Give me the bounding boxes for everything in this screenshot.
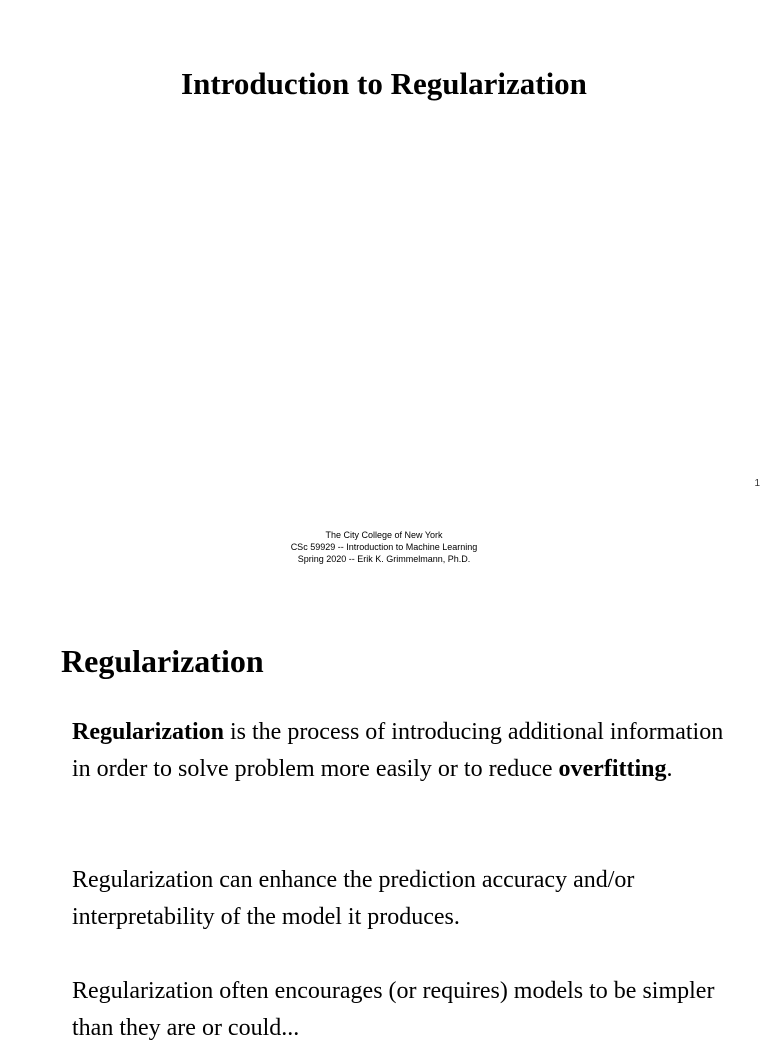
section-title: Regularization: [61, 643, 264, 679]
definition-paragraph: [72, 714, 732, 788]
benefit-paragraph: Regularization can enhance the prediction accuracy and/or interpretability of the model it produces.: [72, 867, 635, 930]
term-overfitting: overfitting: [558, 756, 667, 782]
definition-text: is the process of introducing additional information in order to solve problem more easily or to reduce: [72, 719, 724, 782]
page-number: 1: [754, 478, 760, 489]
slide-title: Introduction to Regularization: [181, 66, 587, 101]
footer-course: CSc 59929 -- Introduction to Machine Learning: [290, 542, 478, 552]
slide-footer: [0, 529, 768, 565]
term-regularization: Regularization: [72, 719, 224, 745]
simplicity-paragraph: Regularization often encourages (or requires) models to be simpler than they are or could...: [72, 978, 715, 1041]
footer-term-author: Spring 2020 -- Erik K. Grimmelmann, Ph.D.: [297, 554, 471, 564]
footer-institution: The City College of New York: [325, 530, 443, 540]
definition-end: .: [666, 756, 673, 782]
